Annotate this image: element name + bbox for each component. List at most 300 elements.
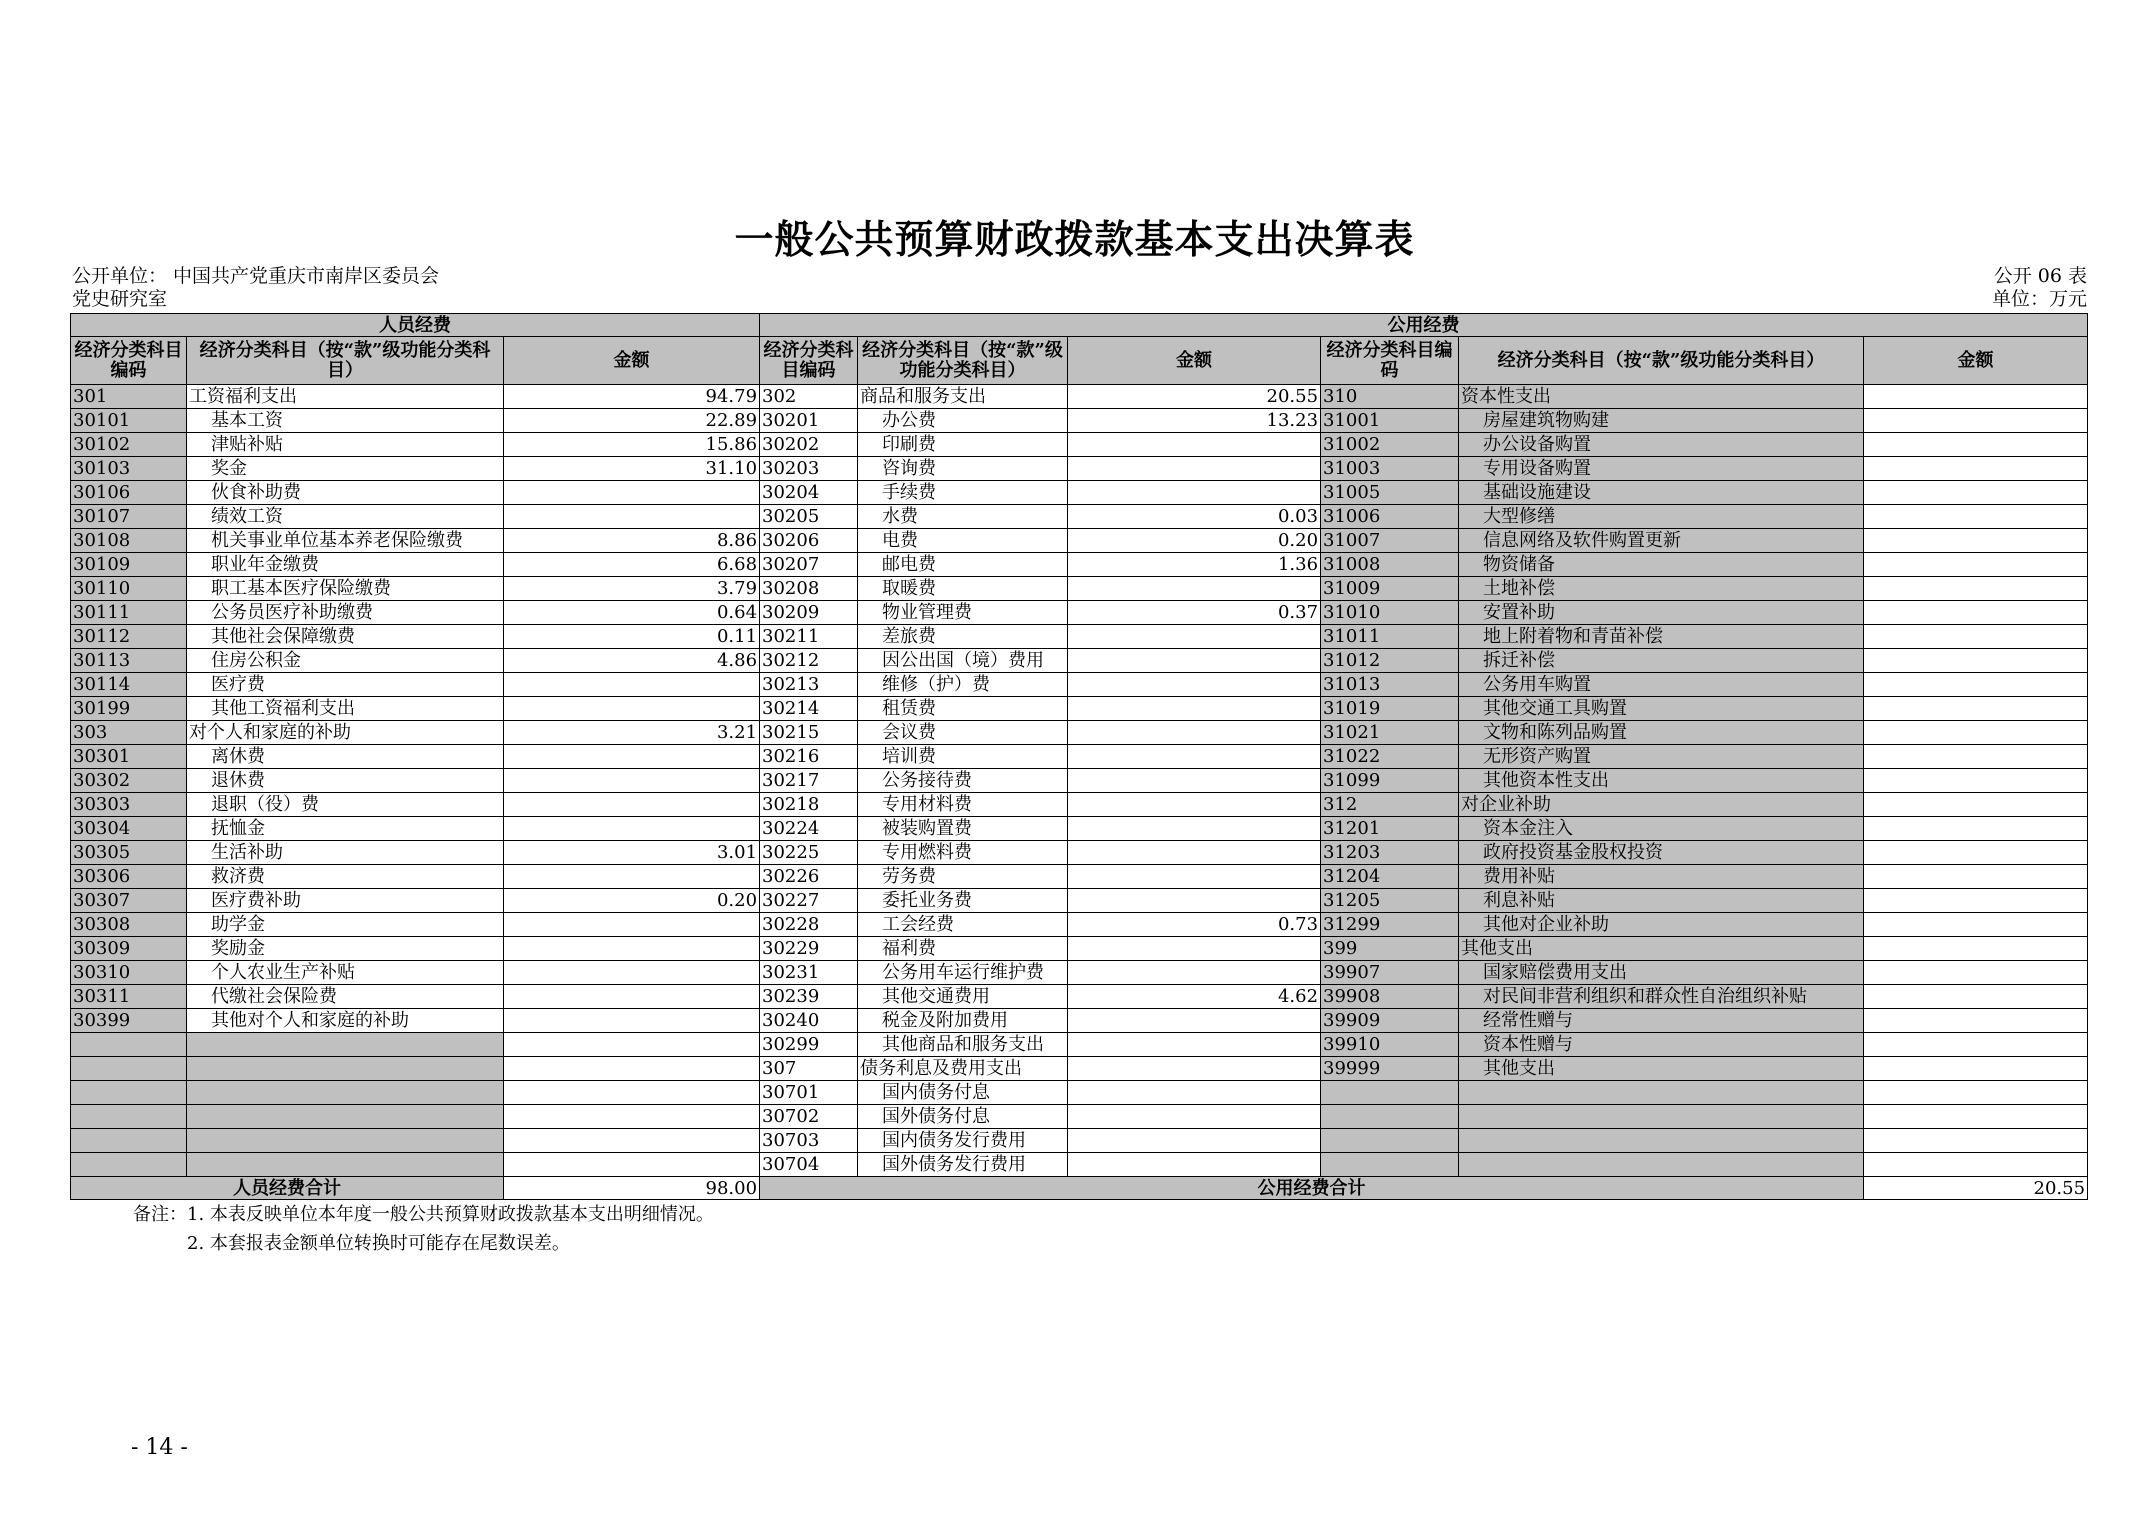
cell-amount bbox=[1864, 817, 2088, 841]
cell-name: 印刷费 bbox=[858, 433, 1068, 457]
cell-code: 30701 bbox=[760, 1081, 858, 1105]
cell-amount: 0.73 bbox=[1068, 913, 1321, 937]
cell-name: 对个人和家庭的补助 bbox=[187, 721, 504, 745]
cell-name: 津贴补贴 bbox=[187, 433, 504, 457]
cell-name: 利息补贴 bbox=[1459, 889, 1864, 913]
cell-name: 取暖费 bbox=[858, 577, 1068, 601]
cell-amount bbox=[504, 913, 760, 937]
cell-name: 对民间非营利组织和群众性自治组织补贴 bbox=[1459, 985, 1864, 1009]
cell-amount: 4.62 bbox=[1068, 985, 1321, 1009]
cell-name: 办公费 bbox=[858, 409, 1068, 433]
table-row bbox=[71, 913, 2088, 937]
cell-name: 其他支出 bbox=[1459, 1057, 1864, 1081]
cell-name bbox=[187, 1033, 504, 1057]
cell-amount bbox=[1068, 1153, 1321, 1177]
cell-code: 30110 bbox=[71, 577, 187, 601]
cell-code: 30305 bbox=[71, 841, 187, 865]
cell-name: 离休费 bbox=[187, 745, 504, 769]
cell-amount: 0.20 bbox=[504, 889, 760, 913]
table-row bbox=[71, 673, 2088, 697]
cell-amount bbox=[1864, 889, 2088, 913]
cell-amount bbox=[1068, 649, 1321, 673]
cell-amount: 3.79 bbox=[504, 577, 760, 601]
cell-name: 其他商品和服务支出 bbox=[858, 1033, 1068, 1057]
cell-code: 31001 bbox=[1321, 409, 1459, 433]
cell-name: 物业管理费 bbox=[858, 601, 1068, 625]
org-name-line2: 党史研究室 bbox=[72, 288, 168, 310]
cell-name: 代缴社会保险费 bbox=[187, 985, 504, 1009]
cell-code: 30306 bbox=[71, 865, 187, 889]
col-header-name: 经济分类科目（按“款”级功能分类科目） bbox=[858, 337, 1068, 385]
cell-amount bbox=[1864, 721, 2088, 745]
cell-amount bbox=[1068, 457, 1321, 481]
cell-code bbox=[71, 1105, 187, 1129]
cell-code: 30201 bbox=[760, 409, 858, 433]
cell-name: 工会经费 bbox=[858, 913, 1068, 937]
cell-amount: 3.01 bbox=[504, 841, 760, 865]
cell-amount: 1.36 bbox=[1068, 553, 1321, 577]
cell-code: 31005 bbox=[1321, 481, 1459, 505]
cell-name: 维修（护）费 bbox=[858, 673, 1068, 697]
cell-code: 30301 bbox=[71, 745, 187, 769]
totals-row bbox=[71, 1177, 2088, 1200]
cell-code: 30228 bbox=[760, 913, 858, 937]
cell-name: 债务利息及费用支出 bbox=[858, 1057, 1068, 1081]
cell-amount bbox=[504, 937, 760, 961]
cell-code bbox=[71, 1033, 187, 1057]
cell-amount bbox=[1068, 961, 1321, 985]
cell-code: 31099 bbox=[1321, 769, 1459, 793]
cell-amount bbox=[1068, 769, 1321, 793]
page-title: 一般公共预算财政拨款基本支出决算表 bbox=[734, 217, 1415, 263]
cell-name bbox=[187, 1153, 504, 1177]
cell-name: 其他交通费用 bbox=[858, 985, 1068, 1009]
cell-amount bbox=[504, 505, 760, 529]
cell-amount bbox=[1864, 601, 2088, 625]
cell-code: 30203 bbox=[760, 457, 858, 481]
cell-name: 手续费 bbox=[858, 481, 1068, 505]
cell-code: 30102 bbox=[71, 433, 187, 457]
cell-code: 30216 bbox=[760, 745, 858, 769]
col-header-code: 经济分类科目编码 bbox=[71, 337, 187, 385]
cell-amount: 6.68 bbox=[504, 553, 760, 577]
cell-code: 39908 bbox=[1321, 985, 1459, 1009]
cell-code: 31204 bbox=[1321, 865, 1459, 889]
cell-name: 会议费 bbox=[858, 721, 1068, 745]
cell-code: 30304 bbox=[71, 817, 187, 841]
cell-amount bbox=[1864, 457, 2088, 481]
cell-name: 邮电费 bbox=[858, 553, 1068, 577]
cell-amount bbox=[1864, 673, 2088, 697]
cell-amount bbox=[1068, 745, 1321, 769]
table-row bbox=[71, 1081, 2088, 1105]
table-row bbox=[71, 409, 2088, 433]
section-header-row bbox=[71, 314, 2088, 337]
cell-code: 31007 bbox=[1321, 529, 1459, 553]
cell-code: 30239 bbox=[760, 985, 858, 1009]
cell-name: 公务用车购置 bbox=[1459, 673, 1864, 697]
cell-amount bbox=[1864, 553, 2088, 577]
cell-amount bbox=[1068, 433, 1321, 457]
cell-code: 30112 bbox=[71, 625, 187, 649]
cell-amount: 15.86 bbox=[504, 433, 760, 457]
cell-amount bbox=[1068, 865, 1321, 889]
cell-amount bbox=[1068, 481, 1321, 505]
cell-amount bbox=[504, 673, 760, 697]
cell-amount bbox=[1068, 793, 1321, 817]
cell-amount bbox=[1068, 721, 1321, 745]
cell-name: 职业年金缴费 bbox=[187, 553, 504, 577]
cell-code: 31006 bbox=[1321, 505, 1459, 529]
cell-amount bbox=[504, 793, 760, 817]
cell-code bbox=[71, 1081, 187, 1105]
cell-code: 30310 bbox=[71, 961, 187, 985]
cell-code: 30231 bbox=[760, 961, 858, 985]
cell-name: 信息网络及软件购置更新 bbox=[1459, 529, 1864, 553]
cell-code: 31205 bbox=[1321, 889, 1459, 913]
cell-amount bbox=[1864, 841, 2088, 865]
cell-code: 303 bbox=[71, 721, 187, 745]
cell-name: 奖金 bbox=[187, 457, 504, 481]
table-row bbox=[71, 433, 2088, 457]
cell-name: 其他对个人和家庭的补助 bbox=[187, 1009, 504, 1033]
cell-amount bbox=[1068, 1105, 1321, 1129]
table-row bbox=[71, 721, 2088, 745]
cell-code: 30703 bbox=[760, 1129, 858, 1153]
cell-amount bbox=[1864, 577, 2088, 601]
cell-amount bbox=[504, 697, 760, 721]
cell-amount bbox=[1864, 505, 2088, 529]
cell-amount bbox=[504, 1129, 760, 1153]
cell-name: 对企业补助 bbox=[1459, 793, 1864, 817]
cell-name: 土地补偿 bbox=[1459, 577, 1864, 601]
table-row bbox=[71, 553, 2088, 577]
table-row bbox=[71, 817, 2088, 841]
cell-amount bbox=[1864, 745, 2088, 769]
col-header-amount: 金额 bbox=[1068, 337, 1321, 385]
cell-name: 咨询费 bbox=[858, 457, 1068, 481]
cell-name bbox=[187, 1129, 504, 1153]
cell-name: 电费 bbox=[858, 529, 1068, 553]
cell-amount bbox=[1068, 889, 1321, 913]
col-header-code: 经济分类科目编码 bbox=[1321, 337, 1459, 385]
cell-code: 30113 bbox=[71, 649, 187, 673]
column-header-row bbox=[71, 337, 2088, 385]
cell-code: 30106 bbox=[71, 481, 187, 505]
cell-code: 30307 bbox=[71, 889, 187, 913]
cell-amount bbox=[1068, 625, 1321, 649]
cell-name: 国内债务发行费用 bbox=[858, 1129, 1068, 1153]
cell-amount bbox=[504, 1153, 760, 1177]
cell-amount bbox=[504, 769, 760, 793]
personnel-total-amount: 98.00 bbox=[504, 1177, 760, 1200]
table-row bbox=[71, 697, 2088, 721]
cell-amount bbox=[1068, 577, 1321, 601]
cell-amount: 0.37 bbox=[1068, 601, 1321, 625]
cell-name: 生活补助 bbox=[187, 841, 504, 865]
cell-name bbox=[187, 1081, 504, 1105]
cell-name: 绩效工资 bbox=[187, 505, 504, 529]
cell-code: 31010 bbox=[1321, 601, 1459, 625]
cell-name: 税金及附加费用 bbox=[858, 1009, 1068, 1033]
cell-name: 基本工资 bbox=[187, 409, 504, 433]
cell-name bbox=[1459, 1105, 1864, 1129]
cell-code: 30101 bbox=[71, 409, 187, 433]
cell-name: 其他工资福利支出 bbox=[187, 697, 504, 721]
cell-code: 30225 bbox=[760, 841, 858, 865]
note-1: 备注：1. 本表反映单位本年度一般公共预算财政拨款基本支出明细情况。 bbox=[133, 1204, 714, 1225]
public-total-label: 公用经费合计 bbox=[760, 1177, 1864, 1200]
table-row bbox=[71, 481, 2088, 505]
cell-code: 30109 bbox=[71, 553, 187, 577]
cell-code bbox=[71, 1057, 187, 1081]
cell-code: 30199 bbox=[71, 697, 187, 721]
cell-name: 国内债务付息 bbox=[858, 1081, 1068, 1105]
cell-code: 30107 bbox=[71, 505, 187, 529]
cell-amount bbox=[504, 1105, 760, 1129]
cell-name: 工资福利支出 bbox=[187, 385, 504, 409]
cell-code: 30240 bbox=[760, 1009, 858, 1033]
cell-name: 培训费 bbox=[858, 745, 1068, 769]
cell-name: 福利费 bbox=[858, 937, 1068, 961]
cell-amount bbox=[1864, 625, 2088, 649]
cell-amount bbox=[1068, 1009, 1321, 1033]
cell-name: 差旅费 bbox=[858, 625, 1068, 649]
cell-amount bbox=[1864, 1153, 2088, 1177]
cell-amount bbox=[504, 817, 760, 841]
cell-code: 31013 bbox=[1321, 673, 1459, 697]
cell-code: 30227 bbox=[760, 889, 858, 913]
table-row bbox=[71, 937, 2088, 961]
cell-name bbox=[1459, 1129, 1864, 1153]
table-row bbox=[71, 577, 2088, 601]
cell-amount bbox=[1864, 649, 2088, 673]
cell-name: 资本性支出 bbox=[1459, 385, 1864, 409]
cell-name: 物资储备 bbox=[1459, 553, 1864, 577]
table-row bbox=[71, 793, 2088, 817]
cell-code: 312 bbox=[1321, 793, 1459, 817]
table-row bbox=[71, 625, 2088, 649]
cell-name: 办公设备购置 bbox=[1459, 433, 1864, 457]
cell-amount: 0.03 bbox=[1068, 505, 1321, 529]
cell-name: 公务用车运行维护费 bbox=[858, 961, 1068, 985]
cell-amount: 0.20 bbox=[1068, 529, 1321, 553]
cell-name: 退职（役）费 bbox=[187, 793, 504, 817]
cell-amount: 8.86 bbox=[504, 529, 760, 553]
cell-amount bbox=[1864, 1105, 2088, 1129]
cell-name bbox=[1459, 1081, 1864, 1105]
cell-name: 安置补助 bbox=[1459, 601, 1864, 625]
table-row bbox=[71, 385, 2088, 409]
cell-amount: 4.86 bbox=[504, 649, 760, 673]
cell-name: 租赁费 bbox=[858, 697, 1068, 721]
cell-code: 30108 bbox=[71, 529, 187, 553]
cell-code: 31203 bbox=[1321, 841, 1459, 865]
cell-code: 30205 bbox=[760, 505, 858, 529]
table-row bbox=[71, 745, 2088, 769]
note-2: 2. 本套报表金额单位转换时可能存在尾数误差。 bbox=[187, 1233, 570, 1254]
cell-name: 委托业务费 bbox=[858, 889, 1068, 913]
cell-code: 30212 bbox=[760, 649, 858, 673]
cell-code: 30209 bbox=[760, 601, 858, 625]
cell-name: 经常性赠与 bbox=[1459, 1009, 1864, 1033]
cell-code: 30309 bbox=[71, 937, 187, 961]
cell-code bbox=[71, 1153, 187, 1177]
cell-code: 30308 bbox=[71, 913, 187, 937]
cell-name: 国外债务发行费用 bbox=[858, 1153, 1068, 1177]
cell-code: 30224 bbox=[760, 817, 858, 841]
cell-amount bbox=[504, 865, 760, 889]
cell-name: 国外债务付息 bbox=[858, 1105, 1068, 1129]
cell-amount bbox=[504, 1081, 760, 1105]
cell-name: 劳务费 bbox=[858, 865, 1068, 889]
cell-amount bbox=[504, 481, 760, 505]
cell-amount bbox=[1068, 1081, 1321, 1105]
cell-name bbox=[1459, 1153, 1864, 1177]
cell-amount bbox=[1864, 385, 2088, 409]
cell-amount bbox=[1864, 409, 2088, 433]
cell-name: 水费 bbox=[858, 505, 1068, 529]
cell-code: 30311 bbox=[71, 985, 187, 1009]
col-header-code: 经济分类科目编码 bbox=[760, 337, 858, 385]
cell-code: 30207 bbox=[760, 553, 858, 577]
cell-name: 拆迁补偿 bbox=[1459, 649, 1864, 673]
cell-amount: 22.89 bbox=[504, 409, 760, 433]
cell-code: 301 bbox=[71, 385, 187, 409]
cell-name: 个人农业生产补贴 bbox=[187, 961, 504, 985]
table-row bbox=[71, 457, 2088, 481]
cell-code: 30202 bbox=[760, 433, 858, 457]
cell-amount bbox=[504, 985, 760, 1009]
cell-amount bbox=[1068, 1129, 1321, 1153]
cell-code: 30299 bbox=[760, 1033, 858, 1057]
cell-name: 其他资本性支出 bbox=[1459, 769, 1864, 793]
cell-name: 抚恤金 bbox=[187, 817, 504, 841]
table-row bbox=[71, 1129, 2088, 1153]
cell-amount bbox=[1068, 841, 1321, 865]
cell-code: 30215 bbox=[760, 721, 858, 745]
cell-name: 政府投资基金股权投资 bbox=[1459, 841, 1864, 865]
cell-code: 31012 bbox=[1321, 649, 1459, 673]
unit-label: 单位：万元 bbox=[1991, 288, 2087, 310]
cell-code: 30217 bbox=[760, 769, 858, 793]
cell-name: 文物和陈列品购置 bbox=[1459, 721, 1864, 745]
cell-name bbox=[187, 1105, 504, 1129]
public-total-amount: 20.55 bbox=[1864, 1177, 2088, 1200]
cell-name: 其他支出 bbox=[1459, 937, 1864, 961]
cell-name: 无形资产购置 bbox=[1459, 745, 1864, 769]
table-row bbox=[71, 601, 2088, 625]
cell-amount bbox=[1864, 481, 2088, 505]
cell-code: 31011 bbox=[1321, 625, 1459, 649]
org-name-line1: 公开单位： 中国共产党重庆市南岸区委员会 bbox=[72, 265, 440, 287]
cell-name: 因公出国（境）费用 bbox=[858, 649, 1068, 673]
cell-amount bbox=[1864, 793, 2088, 817]
cell-name: 公务接待费 bbox=[858, 769, 1068, 793]
cell-code: 31022 bbox=[1321, 745, 1459, 769]
cell-amount: 0.64 bbox=[504, 601, 760, 625]
cell-amount bbox=[1864, 865, 2088, 889]
cell-amount bbox=[1864, 1057, 2088, 1081]
cell-amount bbox=[1864, 769, 2088, 793]
cell-code: 30206 bbox=[760, 529, 858, 553]
table-row bbox=[71, 1153, 2088, 1177]
cell-code bbox=[1321, 1129, 1459, 1153]
cell-code: 39999 bbox=[1321, 1057, 1459, 1081]
cell-name: 医疗费 bbox=[187, 673, 504, 697]
cell-amount: 20.55 bbox=[1068, 385, 1321, 409]
cell-code: 31201 bbox=[1321, 817, 1459, 841]
cell-amount bbox=[1068, 937, 1321, 961]
col-header-name: 经济分类科目（按“款”级功能分类科目） bbox=[187, 337, 504, 385]
cell-code: 30302 bbox=[71, 769, 187, 793]
cell-code: 30303 bbox=[71, 793, 187, 817]
cell-name: 国家赔偿费用支出 bbox=[1459, 961, 1864, 985]
cell-amount bbox=[1864, 913, 2088, 937]
col-header-amount: 金额 bbox=[504, 337, 760, 385]
cell-name: 职工基本医疗保险缴费 bbox=[187, 577, 504, 601]
cell-code: 31003 bbox=[1321, 457, 1459, 481]
cell-amount bbox=[1864, 1033, 2088, 1057]
cell-amount bbox=[1864, 529, 2088, 553]
cell-name: 大型修缮 bbox=[1459, 505, 1864, 529]
table-row bbox=[71, 1033, 2088, 1057]
table-row bbox=[71, 841, 2088, 865]
cell-name: 救济费 bbox=[187, 865, 504, 889]
cell-name: 助学金 bbox=[187, 913, 504, 937]
cell-amount bbox=[1864, 433, 2088, 457]
section-public: 公用经费 bbox=[760, 314, 2088, 337]
cell-code: 39910 bbox=[1321, 1033, 1459, 1057]
cell-amount: 13.23 bbox=[1068, 409, 1321, 433]
cell-amount bbox=[1068, 673, 1321, 697]
cell-amount bbox=[1068, 1033, 1321, 1057]
cell-code: 399 bbox=[1321, 937, 1459, 961]
cell-name: 其他对企业补助 bbox=[1459, 913, 1864, 937]
cell-code: 30103 bbox=[71, 457, 187, 481]
cell-name: 地上附着物和青苗补偿 bbox=[1459, 625, 1864, 649]
cell-name bbox=[187, 1057, 504, 1081]
table-row bbox=[71, 649, 2088, 673]
cell-code: 30229 bbox=[760, 937, 858, 961]
cell-amount bbox=[504, 745, 760, 769]
cell-code bbox=[1321, 1105, 1459, 1129]
cell-amount bbox=[1068, 1057, 1321, 1081]
cell-code: 31019 bbox=[1321, 697, 1459, 721]
cell-amount bbox=[1864, 1129, 2088, 1153]
cell-name: 专用设备购置 bbox=[1459, 457, 1864, 481]
notes bbox=[133, 1200, 714, 1258]
cell-name: 公务员医疗补助缴费 bbox=[187, 601, 504, 625]
table-row bbox=[71, 769, 2088, 793]
cell-amount bbox=[1068, 817, 1321, 841]
cell-code: 30704 bbox=[760, 1153, 858, 1177]
cell-code: 30204 bbox=[760, 481, 858, 505]
table-row bbox=[71, 505, 2088, 529]
table-row bbox=[71, 889, 2088, 913]
table-row bbox=[71, 529, 2088, 553]
cell-name: 退休费 bbox=[187, 769, 504, 793]
page-number: - 14 - bbox=[131, 1435, 188, 1460]
cell-name: 其他交通工具购置 bbox=[1459, 697, 1864, 721]
cell-code: 30114 bbox=[71, 673, 187, 697]
cell-amount bbox=[1864, 985, 2088, 1009]
cell-code: 31002 bbox=[1321, 433, 1459, 457]
cell-name: 其他社会保障缴费 bbox=[187, 625, 504, 649]
cell-code: 30218 bbox=[760, 793, 858, 817]
cell-amount bbox=[1864, 1081, 2088, 1105]
cell-code: 30111 bbox=[71, 601, 187, 625]
